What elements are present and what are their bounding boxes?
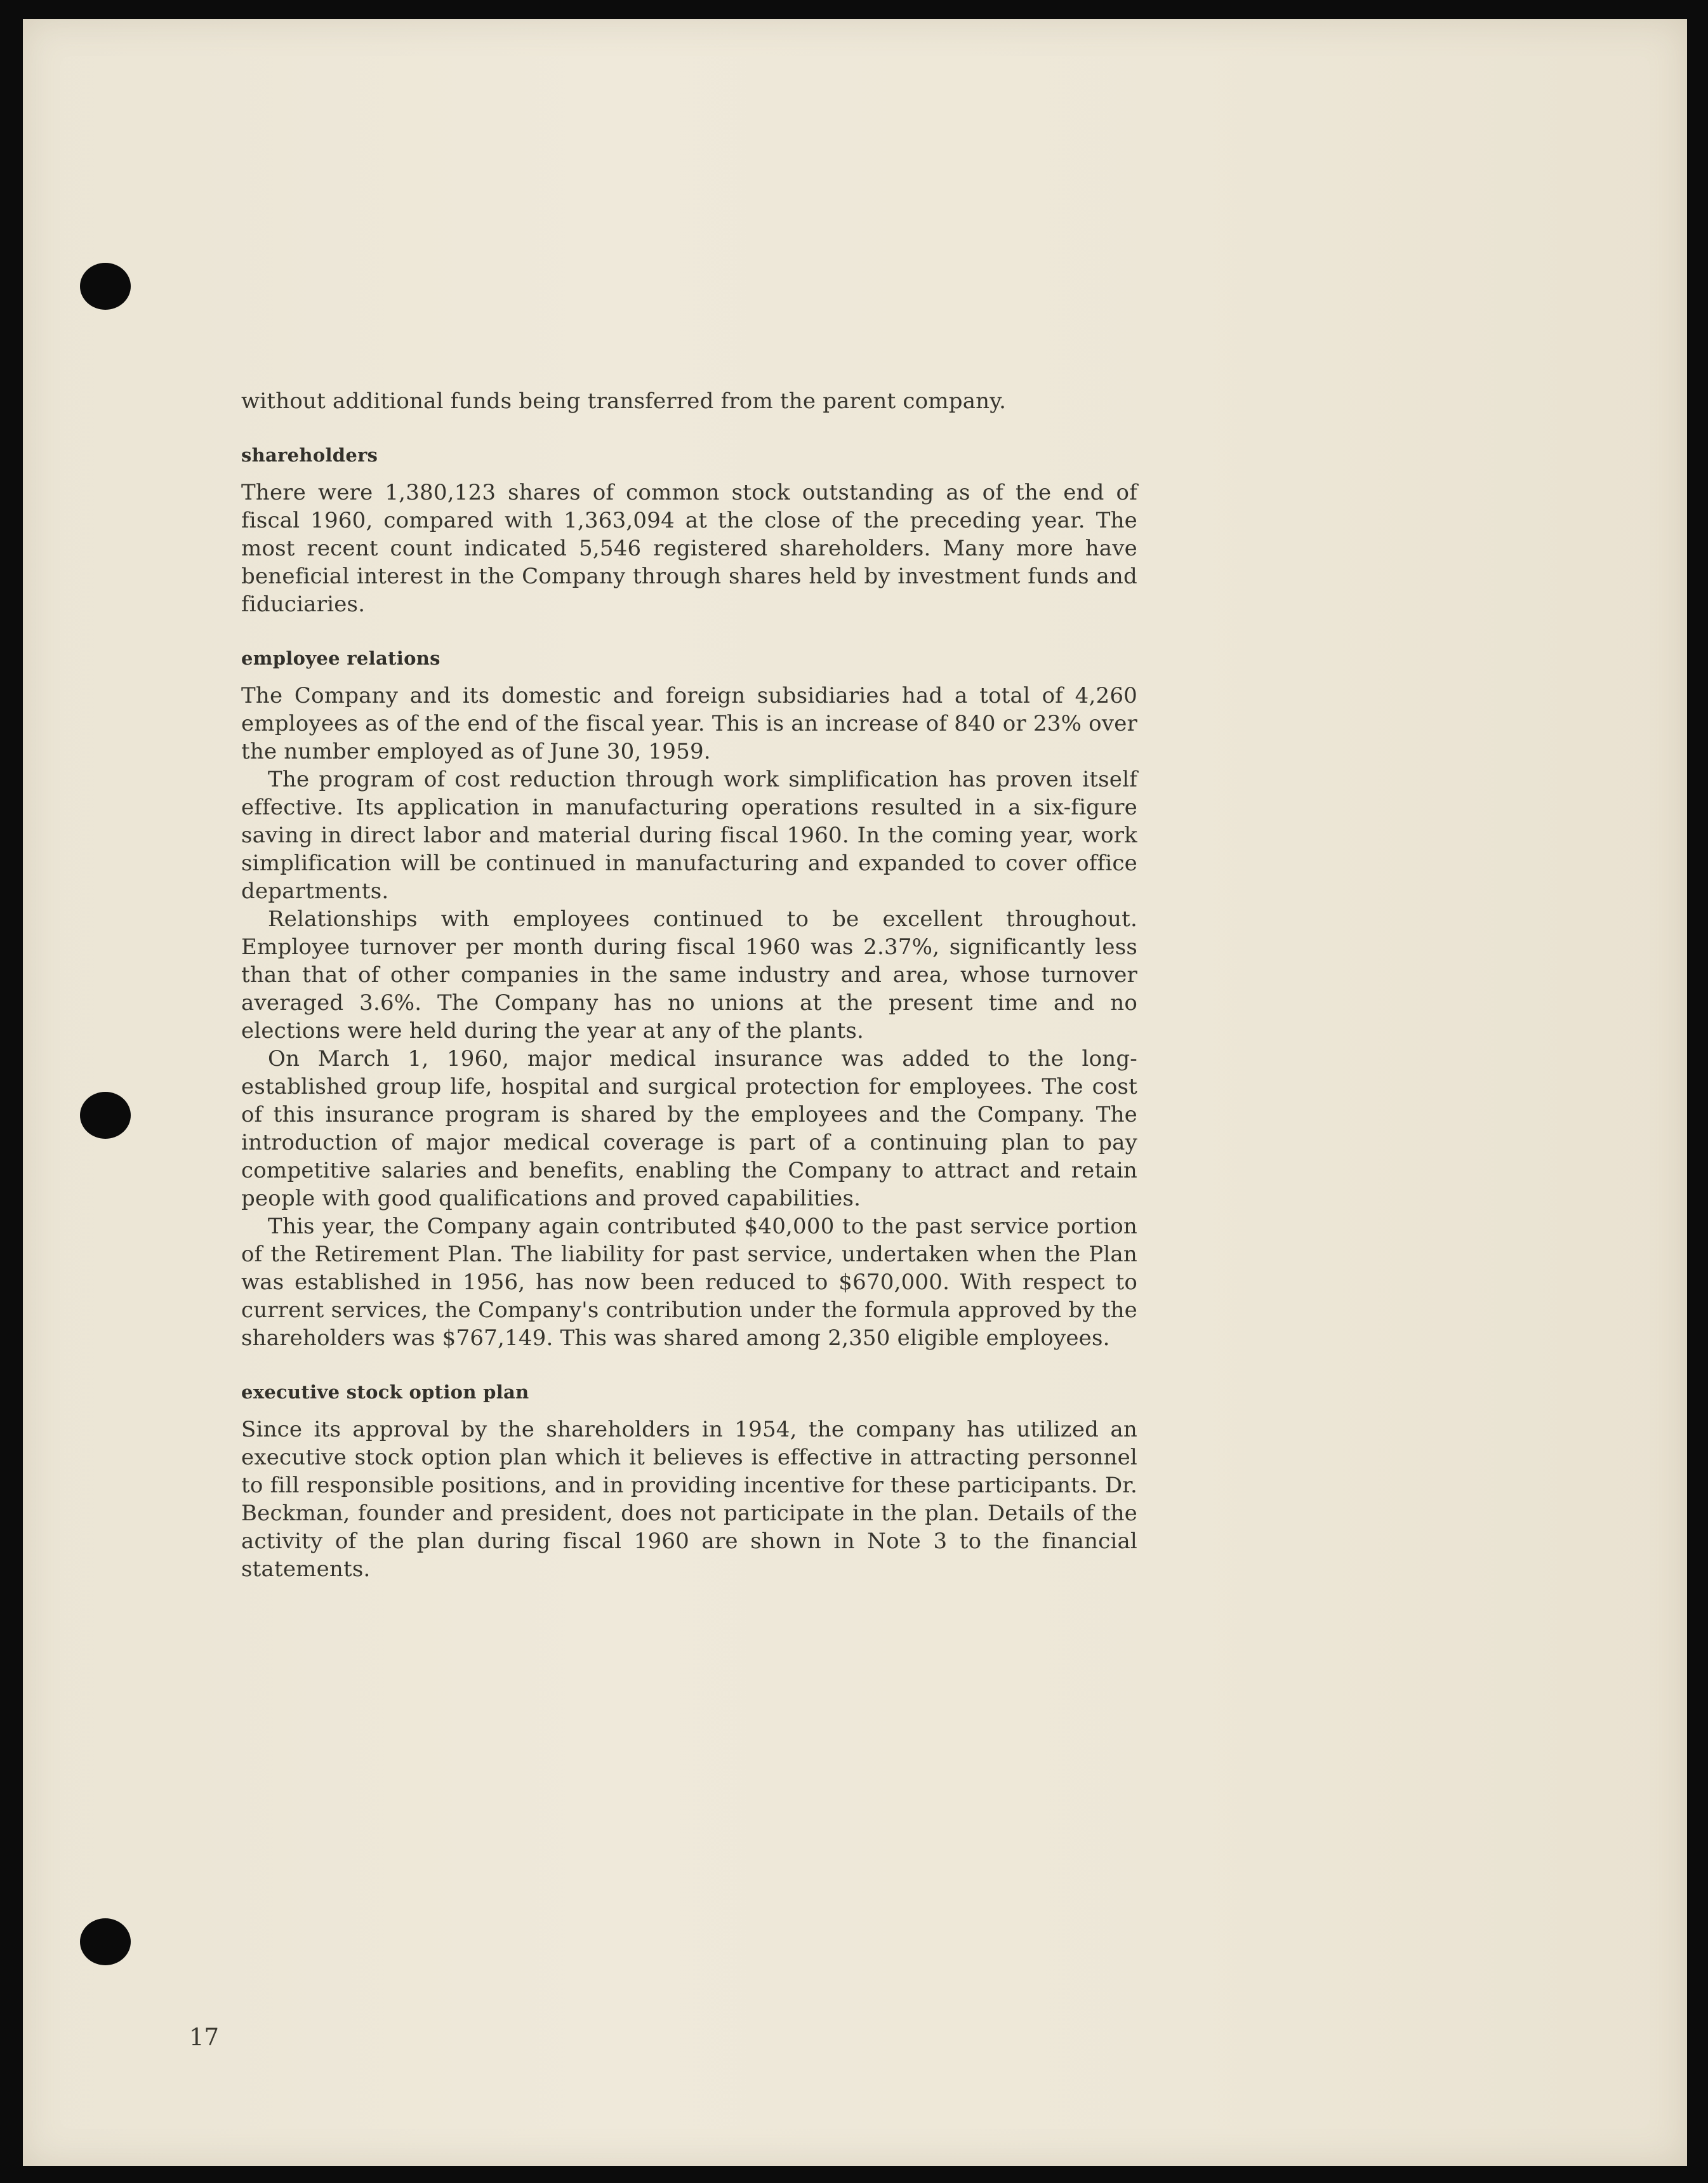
section-heading-shareholders: shareholders bbox=[241, 444, 378, 466]
paragraph-employee-relations-1: The Company and its domestic and foreign subsidiaries had a total of 4,260 employees as of the end of the fiscal year. This is an increase of 840 or 23% over the number employed as of June 30, 1959. bbox=[241, 683, 1137, 764]
paragraph-employee-relations-3: Relationships with employees continued to be excellent throughout. Employee turnover per month during fiscal 1960 was 2.37%, significantly less than that of other companies in the same industry and area, whose turnover averaged 3.6%. The Company has no unions at the present time and no elections were held during the year at any of the plants. bbox=[241, 906, 1137, 1044]
paragraph-executive-stock-option-plan: Since its approval by the shareholders in 1954, the company has utilized an executive stock option plan which it believes is effective in attracting personnel to fill responsible positions, and in providing incentive for these participants. Dr. Beckman, founder and president, does not participate in the plan. Details of the activity of the plan during fiscal 1960 are shown in Note 3 to the financial statements. bbox=[241, 1417, 1137, 1582]
paragraph-shareholders: There were 1,380,123 shares of common stock outstanding as of the end of fiscal 1960, compared with 1,363,094 at the close of the preceding year. The most recent count indicated 5,546 registered shareholders. Many more have beneficial interest in the Company through shares held by investment funds and fiduciaries. bbox=[241, 480, 1137, 617]
paragraph-employee-relations-5: This year, the Company again contributed $40,000 to the past service portion of the Retirement Plan. The liability for past service, undertaken when the Plan was established in 1956, has now been reduced to $670,000. With respect to current services, the Company's contribution under the formula approved by the shareholders was $767,149. This was shared among 2,350 eligible employees. bbox=[241, 1214, 1137, 1351]
section-heading-employee-relations: employee relations bbox=[241, 647, 440, 669]
paragraph-employee-relations-4: On March 1, 1960, major medical insurance was added to the long-established group life, hospital and surgical protection for employees. The cost of this insurance program is shared by the employees and the Company. The introduction of major medical coverage is part of a continuing plan to pay competitive salaries and benefits, enabling the Company to attract and retain people with good qualifications and proved capabilities. bbox=[241, 1046, 1137, 1211]
continued-paragraph: without additional funds being transferred from the parent company. bbox=[241, 388, 1007, 414]
section-heading-executive-stock-option-plan: executive stock option plan bbox=[241, 1381, 529, 1403]
punch-hole-bottom bbox=[80, 1918, 131, 1965]
paragraph-employee-relations-2: The program of cost reduction through work simplification has proven itself effective. Its application in manufacturing operations resulted in a six-figure saving in direct labor and material during fiscal 1960. In the coming year, work simplification will be continued in manufacturing and expanded to cover office departments. bbox=[241, 767, 1137, 904]
document-page bbox=[23, 19, 1687, 2166]
punch-hole-top bbox=[80, 263, 131, 310]
punch-hole-middle bbox=[80, 1092, 131, 1139]
page-number: 17 bbox=[189, 2024, 220, 2051]
page-content bbox=[241, 387, 1137, 1583]
